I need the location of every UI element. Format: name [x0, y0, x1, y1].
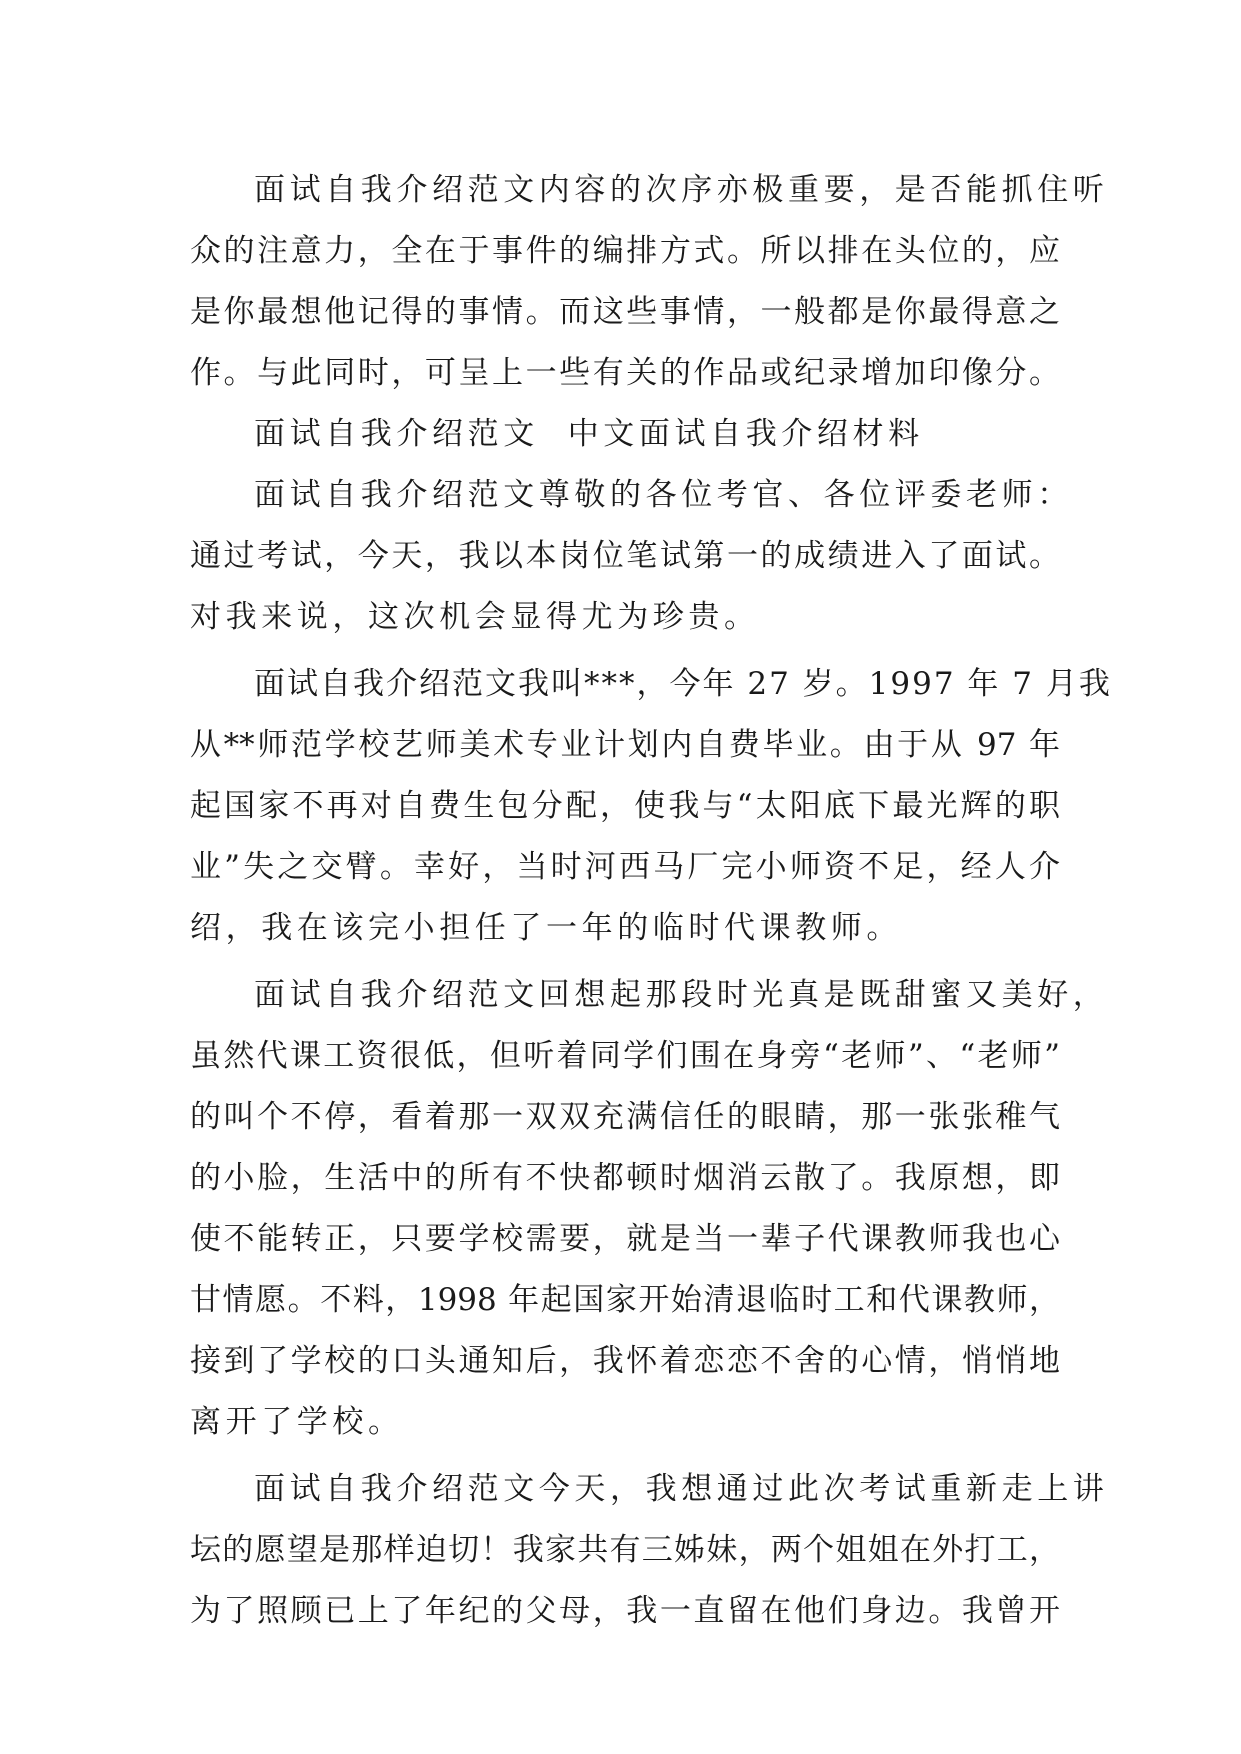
- text-line: 甘情愿。不料，1998 年起国家开始清退临时工和代课教师，: [190, 1282, 1060, 1318]
- text-line: 面试自我介绍范文回想起那段时光真是既甜蜜又美好，: [254, 977, 1109, 1013]
- paragraph-order-importance: [190, 160, 1109, 404]
- text-line: 坛的愿望是那样迫切！我家共有三姊妹，两个姐姐在外打工，: [190, 1532, 1060, 1568]
- text-line: 通过考试，今天，我以本岗位笔试第一的成绩进入了面试。: [190, 538, 1060, 574]
- paragraph-today: [190, 1459, 1109, 1642]
- text-line: 众的注意力，全在于事件的编排方式。所以排在头位的，应: [190, 233, 1060, 269]
- text-line: 离开了学校。: [190, 1404, 404, 1440]
- document-body: [190, 160, 1112, 1642]
- section-heading: [190, 404, 1060, 465]
- text-line: 绍，我在该完小担任了一年的临时代课教师。: [190, 910, 902, 946]
- text-line: 的小脸，生活中的所有不快都顿时烟消云散了。我原想，即: [190, 1160, 1060, 1196]
- text-line: 是你最想他记得的事情。而这些事情，一般都是你最得意之: [190, 294, 1060, 330]
- text-line: 为了照顾已上了年纪的父母，我一直留在他们身边。我曾开: [190, 1593, 1060, 1629]
- paragraph-background: [190, 654, 1112, 959]
- paragraph-greeting: [190, 465, 1073, 648]
- text-line: 面试自我介绍范文今天，我想通过此次考试重新走上讲: [254, 1471, 1109, 1507]
- text-line: 作。与此同时，可呈上一些有关的作品或纪录增加印像分。: [190, 355, 1060, 391]
- text-line: 虽然代课工资很低，但听着同学们围在身旁“老师”、“老师”: [190, 1038, 1060, 1074]
- text-line: 面试自我介绍范文我叫***，今年 27 岁。1997 年 7 月我: [254, 666, 1112, 702]
- heading-line: 面试自我介绍范文 中文面试自我介绍材料: [254, 416, 924, 452]
- text-line: 接到了学校的口头通知后，我怀着恋恋不舍的心情，悄悄地: [190, 1343, 1060, 1379]
- paragraph-memories: [190, 965, 1109, 1453]
- text-line: 面试自我介绍范文尊敬的各位考官、各位评委老师：: [254, 477, 1073, 513]
- text-line: 的叫个不停，看着那一双双充满信任的眼睛，那一张张稚气: [190, 1099, 1060, 1135]
- text-line: 对我来说，这次机会显得尤为珍贵。: [190, 599, 760, 635]
- text-line: 面试自我介绍范文内容的次序亦极重要，是否能抓住听: [254, 172, 1109, 208]
- text-line: 业”失之交臂。幸好，当时河西马厂完小师资不足，经人介: [190, 849, 1060, 885]
- text-line: 起国家不再对自费生包分配，使我与“太阳底下最光辉的职: [190, 788, 1060, 824]
- text-line: 从**师范学校艺师美术专业计划内自费毕业。由于从 97 年: [190, 727, 1060, 763]
- text-line: 使不能转正，只要学校需要，就是当一辈子代课教师我也心: [190, 1221, 1060, 1257]
